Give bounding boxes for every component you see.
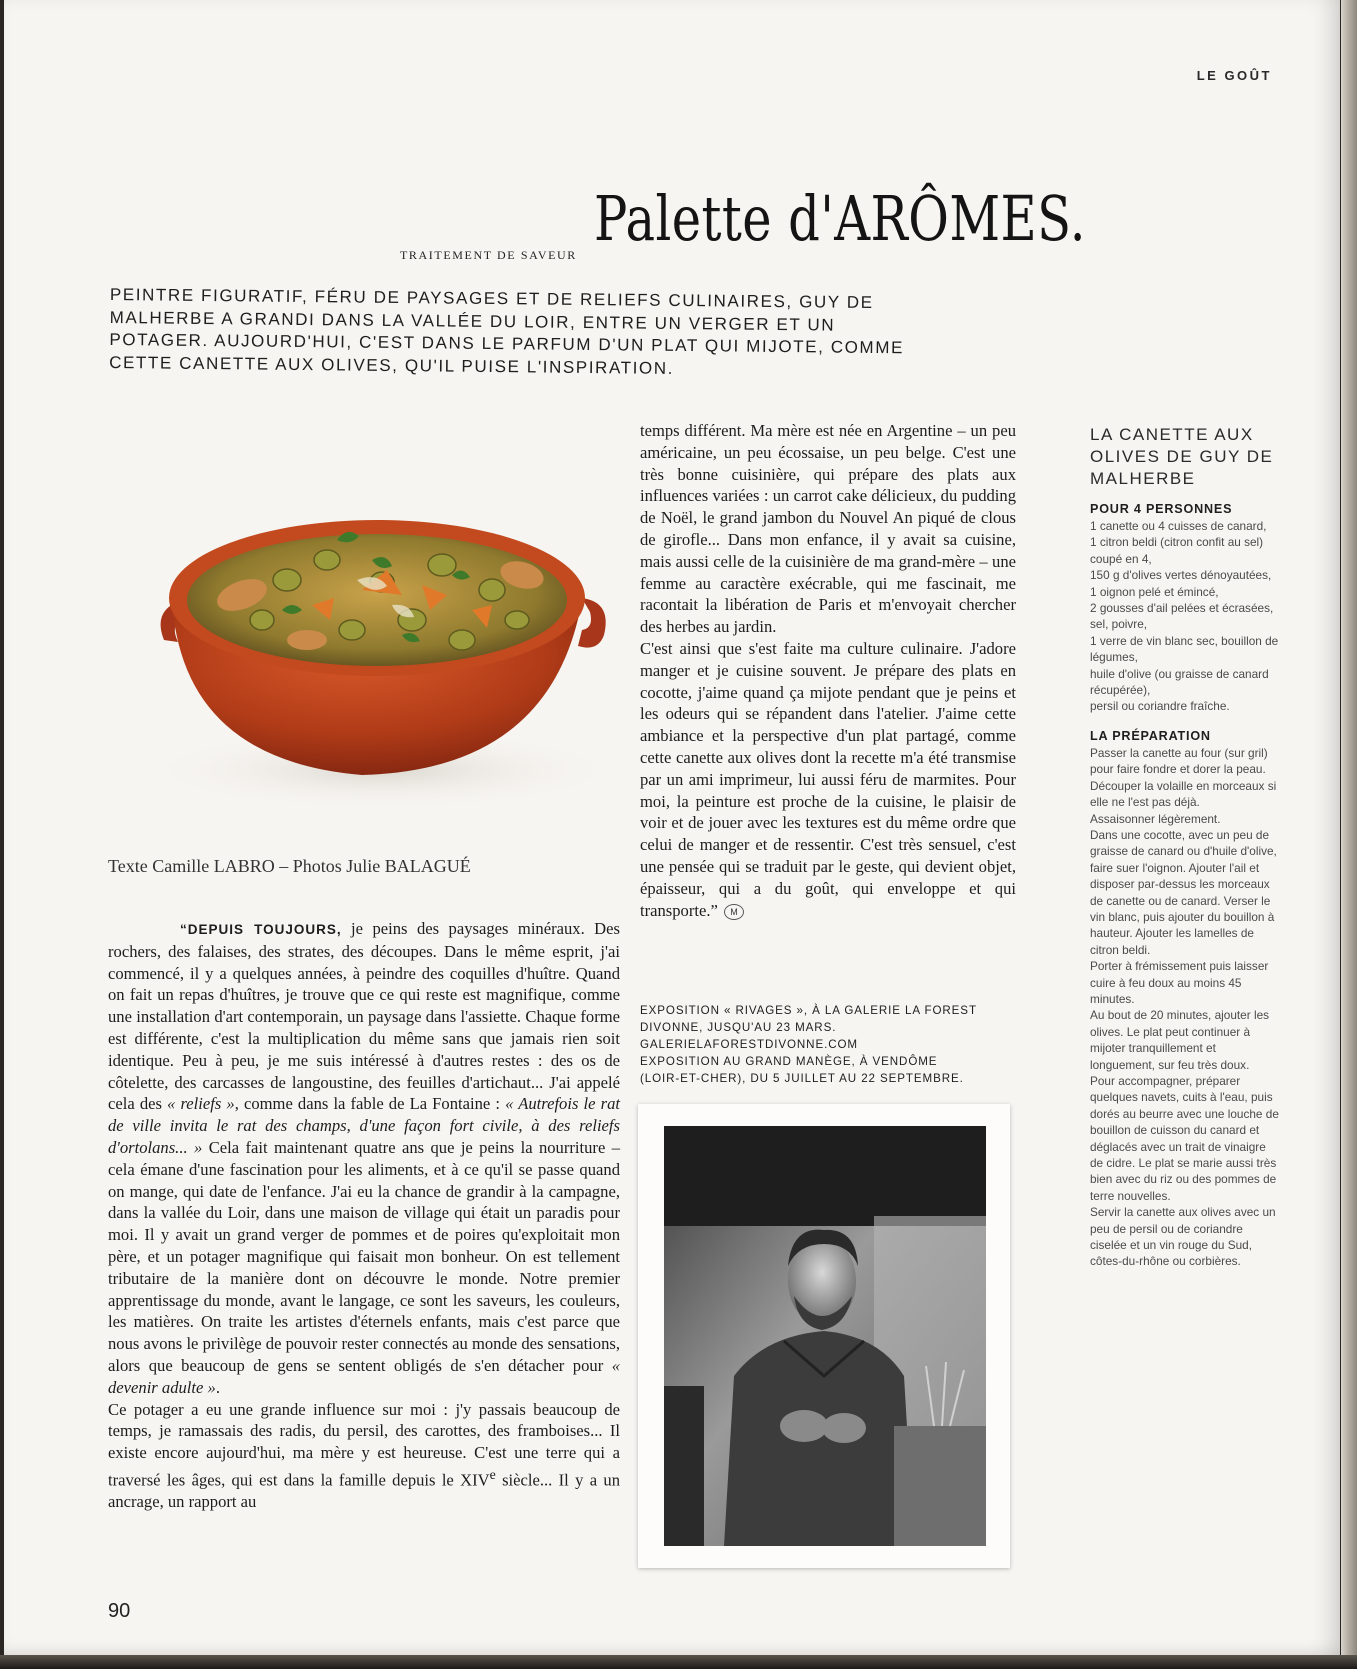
ingredient-item: 1 canette ou 4 cuisses de canard, <box>1090 519 1267 533</box>
preparation-step: Pour accompagner, préparer quelques navets, cuits à l'eau, puis dorés au beurre avec une louche de bouillon de cuisson du canard et déglacés avec un trait de vinaigre de cidre. Le plat se marie aussi très bien avec du riz ou des pommes de terre nouvelles. <box>1090 1074 1279 1203</box>
article-paragraph: Ce potager a eu une grande influence sur moi : j'y passais beaucoup de temps, je ramassais des radis, du persil, des carottes, des framboises... Il existe encore aujourd'hui, ma mère y est heureuse. C'est une terre qui a traversé les âges, qui est dans la famille depuis le XIVe siècle... Il y a un ancrage, un rapport au <box>108 1399 620 1512</box>
preparation-heading: LA PRÉPARATION <box>1090 728 1211 743</box>
magazine-page <box>4 0 1340 1655</box>
preparation-step: Assaisonner légèrement. <box>1090 811 1221 826</box>
exhibition-line: EXPOSITION « RIVAGES », À LA GALERIE LA FOREST DIVONNE, JUSQU'AU 23 MARS. <box>640 1004 977 1034</box>
recipe-title: LA CANETTE AUX OLIVES DE GUY DE MALHERBE <box>1090 425 1274 488</box>
section-tag: LE GOÛT <box>1196 68 1272 83</box>
article-column-1 <box>108 918 620 1513</box>
lead-in: “DEPUIS TOUJOURS, <box>180 922 342 937</box>
recipe-sidebar <box>1090 424 1280 1284</box>
preparation-step: Au bout de 20 minutes, ajouter les olives. Le plat peut continuer à mijoter tranquillement et longuement, sur feu très doux. <box>1090 1008 1270 1072</box>
photo-credit: Texte Camille LABRO – Photos Julie BALAGUÉ <box>108 856 471 876</box>
preparation-step: Découper la volaille en morceaux si elle ne l'est pas déjà. <box>1090 778 1277 810</box>
ingredient-item: 150 g d'olives vertes dénoyautées, <box>1090 568 1272 583</box>
page-number: 90 <box>108 1600 131 1622</box>
ingredient-item: 1 citron beldi (citron confit au sel) coupé en 4, <box>1090 535 1264 566</box>
servings-heading: POUR 4 PERSONNES <box>1090 502 1233 516</box>
preparation-step: Porter à frémissement puis laisser cuire à feu doux au moins 45 minutes. <box>1090 959 1269 1006</box>
article-paragraph: C'est ainsi que s'est faite ma culture culinaire. J'adore manger et je cuisine souvent. Je prépare des plats en cocotte, j'aime quand ça mijote pendant que je peins et les odeurs qui se répandent dans l'atelier. J'aime cette ambiance et la perspective d'un plat partagé, comme cette canette aux olives dont la recette m'a été transmise par un ami imprimeur, lui aussi féru de marmites. Pour moi, la peinture est proche de la cuisine, le plaisir de voir et de jouer avec les textures est du même ordre que celui de manger et de ressentir. C'est très sensuel, c'est une pensée qui se traduit par le geste, qui devient objet, épaisseur, qui a du goût, qui enveloppe et qui transporte.” M <box>640 638 1016 920</box>
dish-photo <box>112 470 632 830</box>
exhibition-website: GALERIELAFORESTDIVONNE.COM <box>640 1038 858 1051</box>
ingredient-item: huile d'olive (ou graisse de canard récupérée), <box>1090 666 1269 698</box>
portrait-frame <box>638 1104 1010 1568</box>
ingredient-item: sel, poivre, <box>1090 617 1148 632</box>
page-edge <box>1341 0 1357 1669</box>
artist-portrait-photo <box>664 1126 986 1546</box>
intro-chapo: PEINTRE FIGURATIF, FÉRU DE PAYSAGES ET DE RELIEFS CULINAIRES, GUY DE MALHERBE A GRANDI DANS LA VALLÉE DU LOIR, ENTRE UN VERGER ET UN POTAGER. AUJOURD'HUI, C'EST DANS LE PARFUM D'UN PLAT QUI MIJOTE, COMME CETTE CANETTE AUX OLIVES, QU'IL PUISE L'INSPIRATION. <box>109 284 905 378</box>
exhibition-line: EXPOSITION AU GRAND MANÈGE, À VENDÔME (LOIR-ET-CHER), DU 5 JUILLET AU 22 SEPTEMBRE. <box>640 1055 964 1085</box>
preparation-step: Dans une cocotte, avec un peu de graisse de canard ou d'huile d'olive, faire suer l'oignon. Ajouter l'ail et disposer par-dessus les morceaux de canette ou de canard. Verser le vin blanc, puis ajouter du bouillon à hauteur. Ajouter les lamelles de citron beldi. <box>1090 827 1277 957</box>
preparation-step: Servir la canette aux olives avec un peu de persil ou de coriandre ciselée et un vin rouge du Sud, côtes-du-rhône ou corbières. <box>1090 1205 1276 1269</box>
ingredient-item: 1 oignon pelé et émincé, <box>1090 584 1219 599</box>
end-mark-icon: M <box>724 904 744 920</box>
ingredient-item: 1 verre de vin blanc sec, bouillon de légumes, <box>1090 633 1279 665</box>
ingredient-list <box>1090 518 1280 715</box>
ingredient-item: 2 gousses d'ail pelées et écrasées, <box>1090 601 1274 616</box>
preparation-step: Passer la canette au four (sur gril) pour faire fondre et dorer la peau. <box>1090 745 1268 777</box>
article-column-2 <box>640 420 1016 921</box>
page-title: Palette d'ARÔMES. <box>594 182 1086 255</box>
exhibition-info <box>640 1002 980 1087</box>
page-bottom-edge <box>0 1655 1357 1669</box>
article-paragraph: “DEPUIS TOUJOURS, je peins des paysages minéraux. Des rochers, des falaises, des strates, des découpes. Dans le même esprit, j'ai commencé, il y a quelques années, à peindre des coquilles d'huître. Quand on fait un repas d'huîtres, je trouve que ce qui reste est magnifique, comme une installation d'art contemporain, un paysage dans l'assiette. Chaque forme est différente, c'est la multiplication du même sans que jamais rien soit identique. Peu à peu, je me suis intéressé à d'autres restes : des os de côtelette, des carcasses de langoustine, des feuilles d'artichaut... J'ai appelé cela des « reliefs », comme dans la fable de La Fontaine : « Autrefois le rat de ville invita le rat des champs, d'une façon fort civile, à des reliefs d'ortolans... » Cela fait maintenant quatre ans que je peins la nourriture – cela émane d'une fascination pour les aliments, et à ce qu'il se passe quand on mange, qui date de l'enfance. J'ai eu la chance de grandir à la campagne, dans la vallée du Loir, dans une maison de village qui était un paradis pour moi. Il y avait un grand verger de pommes et de poires qu'exploitait mon père, et un potager magnifique qui faisait mon bonheur. On est tellement tributaire de la manière dont on découvre le monde. Notre premier apprentissage du monde, avant le langage, ce sont les saveurs, les couleurs, les matières. On traite les artistes d'éternels enfants, mais c'est parce que nous avons le privilège de pouvoir rester connectés au monde des sensations, alors que beaucoup de gens se sentent obligés de s'en détacher pour « devenir adulte ». <box>108 919 621 1397</box>
article-paragraph: temps différent. Ma mère est née en Argentine – un peu américaine, un peu écossaise, un peu belge. C'est une très bonne cuisinière, qui prépare des plats aux influences variées : un carrot cake délicieux, du pudding de Noël, le grand jambon du Nouvel An piqué de clous de girofle... Dans mon enfance, il y avait sa cuisine, mais aussi celle de la cuisinière de ma grand-mère – une femme au caractère exécrable, qui me fascinait, me racontait la libération de Paris et m'envoyait chercher des herbes au jardin. <box>640 421 1016 637</box>
title-kicker: TRAITEMENT DE SAVEUR <box>400 248 577 262</box>
ingredient-item: persil ou coriandre fraîche. <box>1090 699 1230 714</box>
preparation-steps <box>1090 745 1280 1270</box>
